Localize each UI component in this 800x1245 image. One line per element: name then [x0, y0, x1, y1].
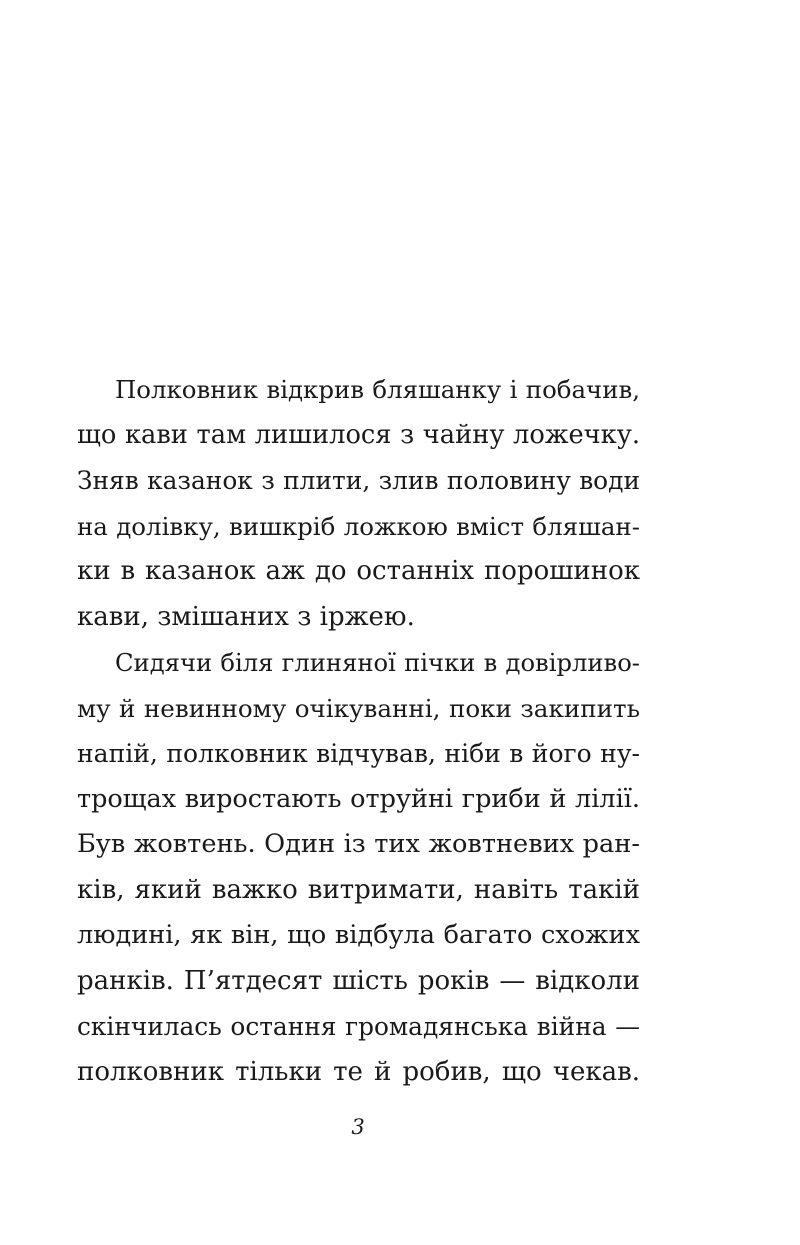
text-line: ків, який важко витримати, навіть такій	[77, 874, 640, 905]
paragraph-2	[77, 640, 640, 1095]
body-text	[77, 367, 640, 1095]
text-line: напій, полковник відчував, ніби в його ну-	[77, 739, 640, 768]
text-line: кави, змішаних з іржею.	[77, 601, 415, 632]
text-line: Був жовтень. Один із тих жовтневих ран-	[77, 829, 640, 859]
text-line: Полковник відкрив бляшанку і побачив,	[115, 375, 640, 404]
text-line: трощах виростають отруйні гриби й лілії.	[77, 783, 640, 814]
text-line: скінчилась остання громадянська війна —	[77, 1012, 640, 1041]
paragraph-1	[77, 367, 640, 640]
page-number: 3	[351, 1115, 365, 1139]
text-line: ранків. П’ятдесят шість років — відколи	[77, 965, 640, 996]
text-line: що кави там лишилося з чайну ложечку.	[77, 419, 640, 450]
text-line: ки в казанок аж до останніх порошинок	[77, 556, 640, 586]
text-line: людині, як він, що відбула багато схожих	[77, 920, 640, 950]
text-line: Сидячи біля глиняної пічки в довірливо-	[115, 648, 640, 677]
text-line: му й невинному очікуванні, поки закипить	[77, 693, 640, 723]
text-line: Зняв казанок з плити, злив половину води	[77, 466, 640, 495]
text-line: на долівку, вишкріб ложкою вміст бляшан-	[77, 511, 640, 541]
text-line: полковник тільки те й робив, що чекав.	[77, 1056, 640, 1087]
